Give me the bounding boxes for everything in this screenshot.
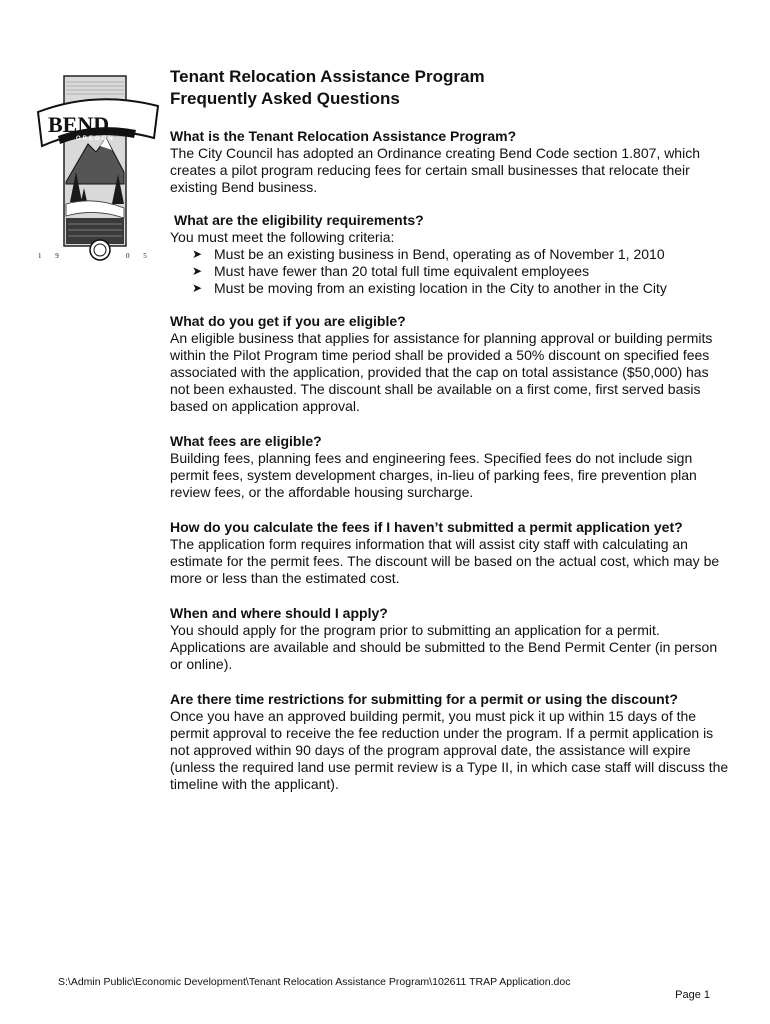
faq-question: Are there time restrictions for submitting for a permit or using the discount? <box>170 691 678 707</box>
footer-file-path: S:\Admin Public\Economic Development\Tenant Relocation Assistance Program\102611 TRAP Application.doc <box>58 976 571 988</box>
faq-answer: The application form requires information that will assist city staff with calculating an estimate for the permit fees. The discount will be based on the actual cost, which may be more or less than the estimated cost. <box>170 536 720 586</box>
page-title: Tenant Relocation Assistance Program <box>170 67 485 86</box>
faq-answer: You should apply for the program prior to submitting an application for a permit. Applications are available and should be submitted to the Bend Permit Center (in person or online). <box>170 622 718 672</box>
arrow-bullet-icon: ➤ <box>192 264 203 278</box>
faq-section-6 <box>170 605 730 673</box>
page-number: Page 1 <box>675 989 710 1001</box>
page-subtitle: Frequently Asked Questions <box>170 89 400 108</box>
logo-year-right: 0 5 <box>126 252 153 260</box>
faq-question: When and where should I apply? <box>170 605 388 621</box>
faq-section-7 <box>170 691 730 793</box>
list-item: ➤ Must be an existing business in Bend, operating as of November 1, 2010 <box>192 246 665 262</box>
faq-question: What is the Tenant Relocation Assistance Program? <box>170 128 517 144</box>
faq-section-5 <box>170 519 730 587</box>
faq-section-1 <box>170 128 730 196</box>
list-item: ➤ Must have fewer than 20 total full time equivalent employees <box>192 263 590 279</box>
faq-answer: You must meet the following criteria: <box>170 229 395 245</box>
arrow-bullet-icon: ➤ <box>192 247 203 261</box>
faq-answer: Once you have an approved building permit, you must pick it up within 15 days of the permit approval to receive the fee reduction under the program. If a permit application is not approved within 90 days of the program approval date, the assistance will expire (unless the required land use permit review is a Type II, in which case staff will discuss the timeline with the applicant). <box>170 708 729 792</box>
faq-question: What do you get if you are eligible? <box>170 313 406 329</box>
list-item: ➤ Must be moving from an existing location in the City to another in the City <box>192 280 667 296</box>
bend-oregon-logo <box>36 72 162 272</box>
faq-question: How do you calculate the fees if I haven’t submitted a permit application yet? <box>170 519 683 535</box>
criteria-list <box>170 246 730 297</box>
logo-illustration <box>36 72 162 272</box>
logo-year-left: 1 9 <box>38 252 65 260</box>
arrow-bullet-icon: ➤ <box>192 281 203 295</box>
faq-section-4 <box>170 433 730 501</box>
faq-answer: Building fees, planning fees and engineering fees. Specified fees do not include sign permit fees, system development charges, in-lieu of parking fees, fire prevention plan review fees, or the affordable housing surcharge. <box>170 450 697 500</box>
document-body <box>170 66 730 793</box>
faq-question: What are the eligibility requirements? <box>174 212 424 228</box>
faq-answer: An eligible business that applies for assistance for planning approval or building permits within the Pilot Program time period shall be provided a 50% discount on specified fees associated with the application, provided that the cap on total assistance ($50,000) has not been exhausted. The discount shall be available on a first come, first served basis based on application approval. <box>170 330 713 414</box>
faq-answer: The City Council has adopted an Ordinance creating Bend Code section 1.807, which creates a pilot program reducing fees for certain small businesses that relocate their existing Bend business. <box>170 145 700 195</box>
faq-question: What fees are eligible? <box>170 433 322 449</box>
faq-section-2 <box>170 212 730 297</box>
faq-section-3 <box>170 313 730 415</box>
logo-wordmark: BEND <box>48 112 110 137</box>
logo-subtitle: OREGON <box>76 136 115 142</box>
